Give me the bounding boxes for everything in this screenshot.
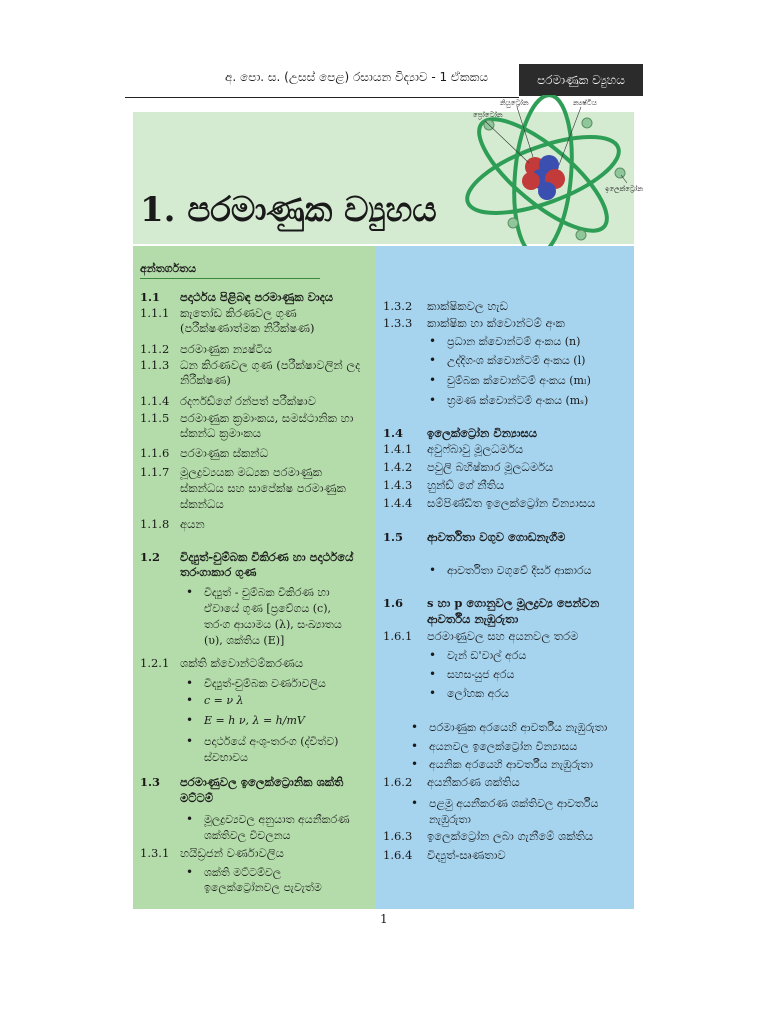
chapter-title: 1. පරමාණුක ව්‍යුහය: [140, 190, 437, 230]
toc-heading-rule: [140, 278, 320, 279]
page-number: 1: [380, 912, 388, 926]
atom-illustration: [455, 95, 645, 255]
toc-heading: අන්තර්ගතය: [140, 262, 196, 275]
header-text: අ. පො. ස. (උසස් පෙළ) රසායන විද්‍යාව - 1 ඒකකය: [225, 70, 488, 84]
header-tab: පරමාණුක ව්‍යුහය: [519, 64, 643, 96]
electron-label: ඉලෙක්ට්‍රෝන: [605, 185, 643, 193]
proton-label: ප්‍රෝටෝන: [473, 111, 503, 119]
neutron-label: නියුට්‍රෝන: [500, 99, 529, 107]
nucleus-label: න්‍යෂ්ටිය: [573, 99, 597, 107]
